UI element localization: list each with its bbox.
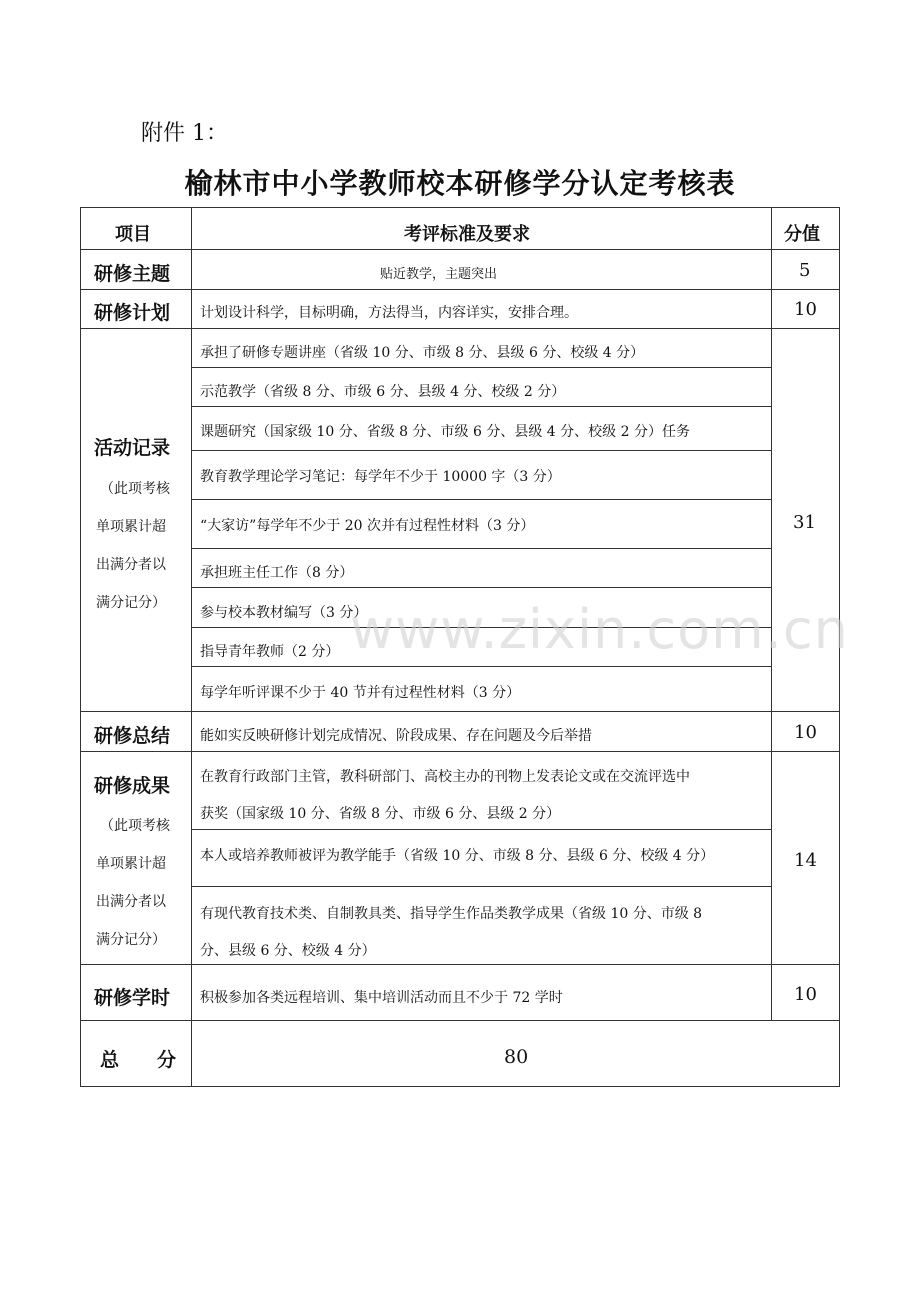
watermark: www.zixin.com.cn bbox=[350, 598, 849, 661]
category-total: 总 分 bbox=[100, 1049, 177, 1071]
activity-note-line: （此项考核 bbox=[100, 481, 170, 497]
criteria-hours: 积极参加各类远程培训、集中培训活动而且不少于 72 学时 bbox=[200, 990, 563, 1006]
activity-note-line: 出满分者以 bbox=[96, 557, 166, 573]
row-divider bbox=[191, 829, 771, 830]
table-border-bottom bbox=[80, 1086, 840, 1087]
row-divider bbox=[191, 587, 771, 588]
score-theme: 5 bbox=[799, 260, 811, 281]
activity-item: “大家访”每学年不少于 20 次并有过程性材料（3 分） bbox=[200, 518, 535, 534]
attachment-label: 附件 1： bbox=[141, 121, 228, 146]
activity-item: 指导青年教师（2 分） bbox=[200, 644, 340, 660]
results-note-line: 单项累计超 bbox=[96, 856, 166, 872]
category-results: 研修成果 bbox=[94, 775, 171, 797]
table-border-left bbox=[80, 207, 81, 1087]
results-item-1-line-1: 在教育行政部门主管，教科研部门、高校主办的刊物上发表论文或在交流评选中 bbox=[200, 769, 690, 785]
category-summary: 研修总结 bbox=[94, 725, 171, 747]
score-plan: 10 bbox=[794, 299, 817, 320]
row-divider bbox=[191, 886, 771, 887]
row-divider bbox=[80, 711, 840, 712]
row-divider bbox=[80, 328, 840, 329]
score-hours: 10 bbox=[794, 984, 817, 1005]
results-note-line: 满分记分） bbox=[96, 932, 166, 948]
header-criteria: 考评标准及要求 bbox=[404, 224, 530, 245]
results-item-2: 本人或培养教师被评为教学能手（省级 10 分、市级 8 分、县级 6 分、校级 4 分） bbox=[200, 848, 715, 864]
activity-item: 承担班主任工作（8 分） bbox=[200, 565, 354, 581]
results-item-1-line-2: 获奖（国家级 10 分、省级 8 分、市级 6 分、县级 2 分） bbox=[200, 806, 561, 822]
activity-item: 课题研究（国家级 10 分、省级 8 分、市级 6 分、县级 4 分、校级 2 分）任务 bbox=[200, 424, 690, 440]
category-plan: 研修计划 bbox=[94, 302, 171, 324]
results-note-line: 出满分者以 bbox=[96, 894, 166, 910]
score-total: 80 bbox=[504, 1046, 529, 1068]
criteria-summary: 能如实反映研修计划完成情况、阶段成果、存在问题及今后举措 bbox=[200, 728, 592, 744]
category-hours: 研修学时 bbox=[94, 987, 171, 1009]
results-item-3-line-1: 有现代教育技术类、自制教具类、指导学生作品类教学成果（省级 10 分、市级 8 bbox=[200, 906, 703, 922]
column-divider bbox=[191, 207, 192, 1087]
activity-item: 每学年听评课不少于 40 节并有过程性材料（3 分） bbox=[200, 685, 521, 701]
activity-item: 参与校本教材编写（3 分） bbox=[200, 605, 368, 621]
score-results: 14 bbox=[794, 850, 817, 871]
header-item: 项目 bbox=[115, 224, 151, 245]
criteria-theme: 贴近教学，主题突出 bbox=[380, 267, 498, 282]
score-activity: 31 bbox=[793, 512, 816, 533]
results-note-line: （此项考核 bbox=[100, 818, 170, 834]
row-divider bbox=[80, 751, 840, 752]
row-divider bbox=[191, 548, 771, 549]
row-divider bbox=[80, 289, 840, 290]
table-border-top bbox=[80, 207, 840, 208]
results-item-3-line-2: 分、县级 6 分、校级 4 分） bbox=[200, 943, 376, 959]
category-theme: 研修主题 bbox=[94, 263, 171, 285]
row-divider bbox=[191, 666, 771, 667]
row-divider bbox=[191, 450, 771, 451]
row-divider bbox=[191, 367, 771, 368]
activity-note-line: 满分记分） bbox=[96, 595, 166, 611]
row-divider bbox=[191, 406, 771, 407]
activity-item: 承担了研修专题讲座（省级 10 分、市级 8 分、县级 6 分、校级 4 分） bbox=[200, 345, 645, 361]
row-divider bbox=[80, 249, 840, 250]
row-divider bbox=[80, 964, 840, 965]
criteria-plan: 计划设计科学，目标明确，方法得当，内容详实，安排合理。 bbox=[200, 305, 578, 321]
header-score: 分值 bbox=[784, 224, 820, 245]
activity-item: 教育教学理论学习笔记：每学年不少于 10000 字（3 分） bbox=[200, 469, 561, 485]
activity-item: 示范教学（省级 8 分、市级 6 分、县级 4 分、校级 2 分） bbox=[200, 384, 566, 400]
page-title: 榆林市中小学教师校本研修学分认定考核表 bbox=[184, 167, 736, 200]
activity-note-line: 单项累计超 bbox=[96, 519, 166, 535]
row-divider bbox=[80, 1020, 840, 1021]
row-divider bbox=[191, 499, 771, 500]
category-activity: 活动记录 bbox=[94, 437, 171, 459]
score-summary: 10 bbox=[794, 722, 817, 743]
